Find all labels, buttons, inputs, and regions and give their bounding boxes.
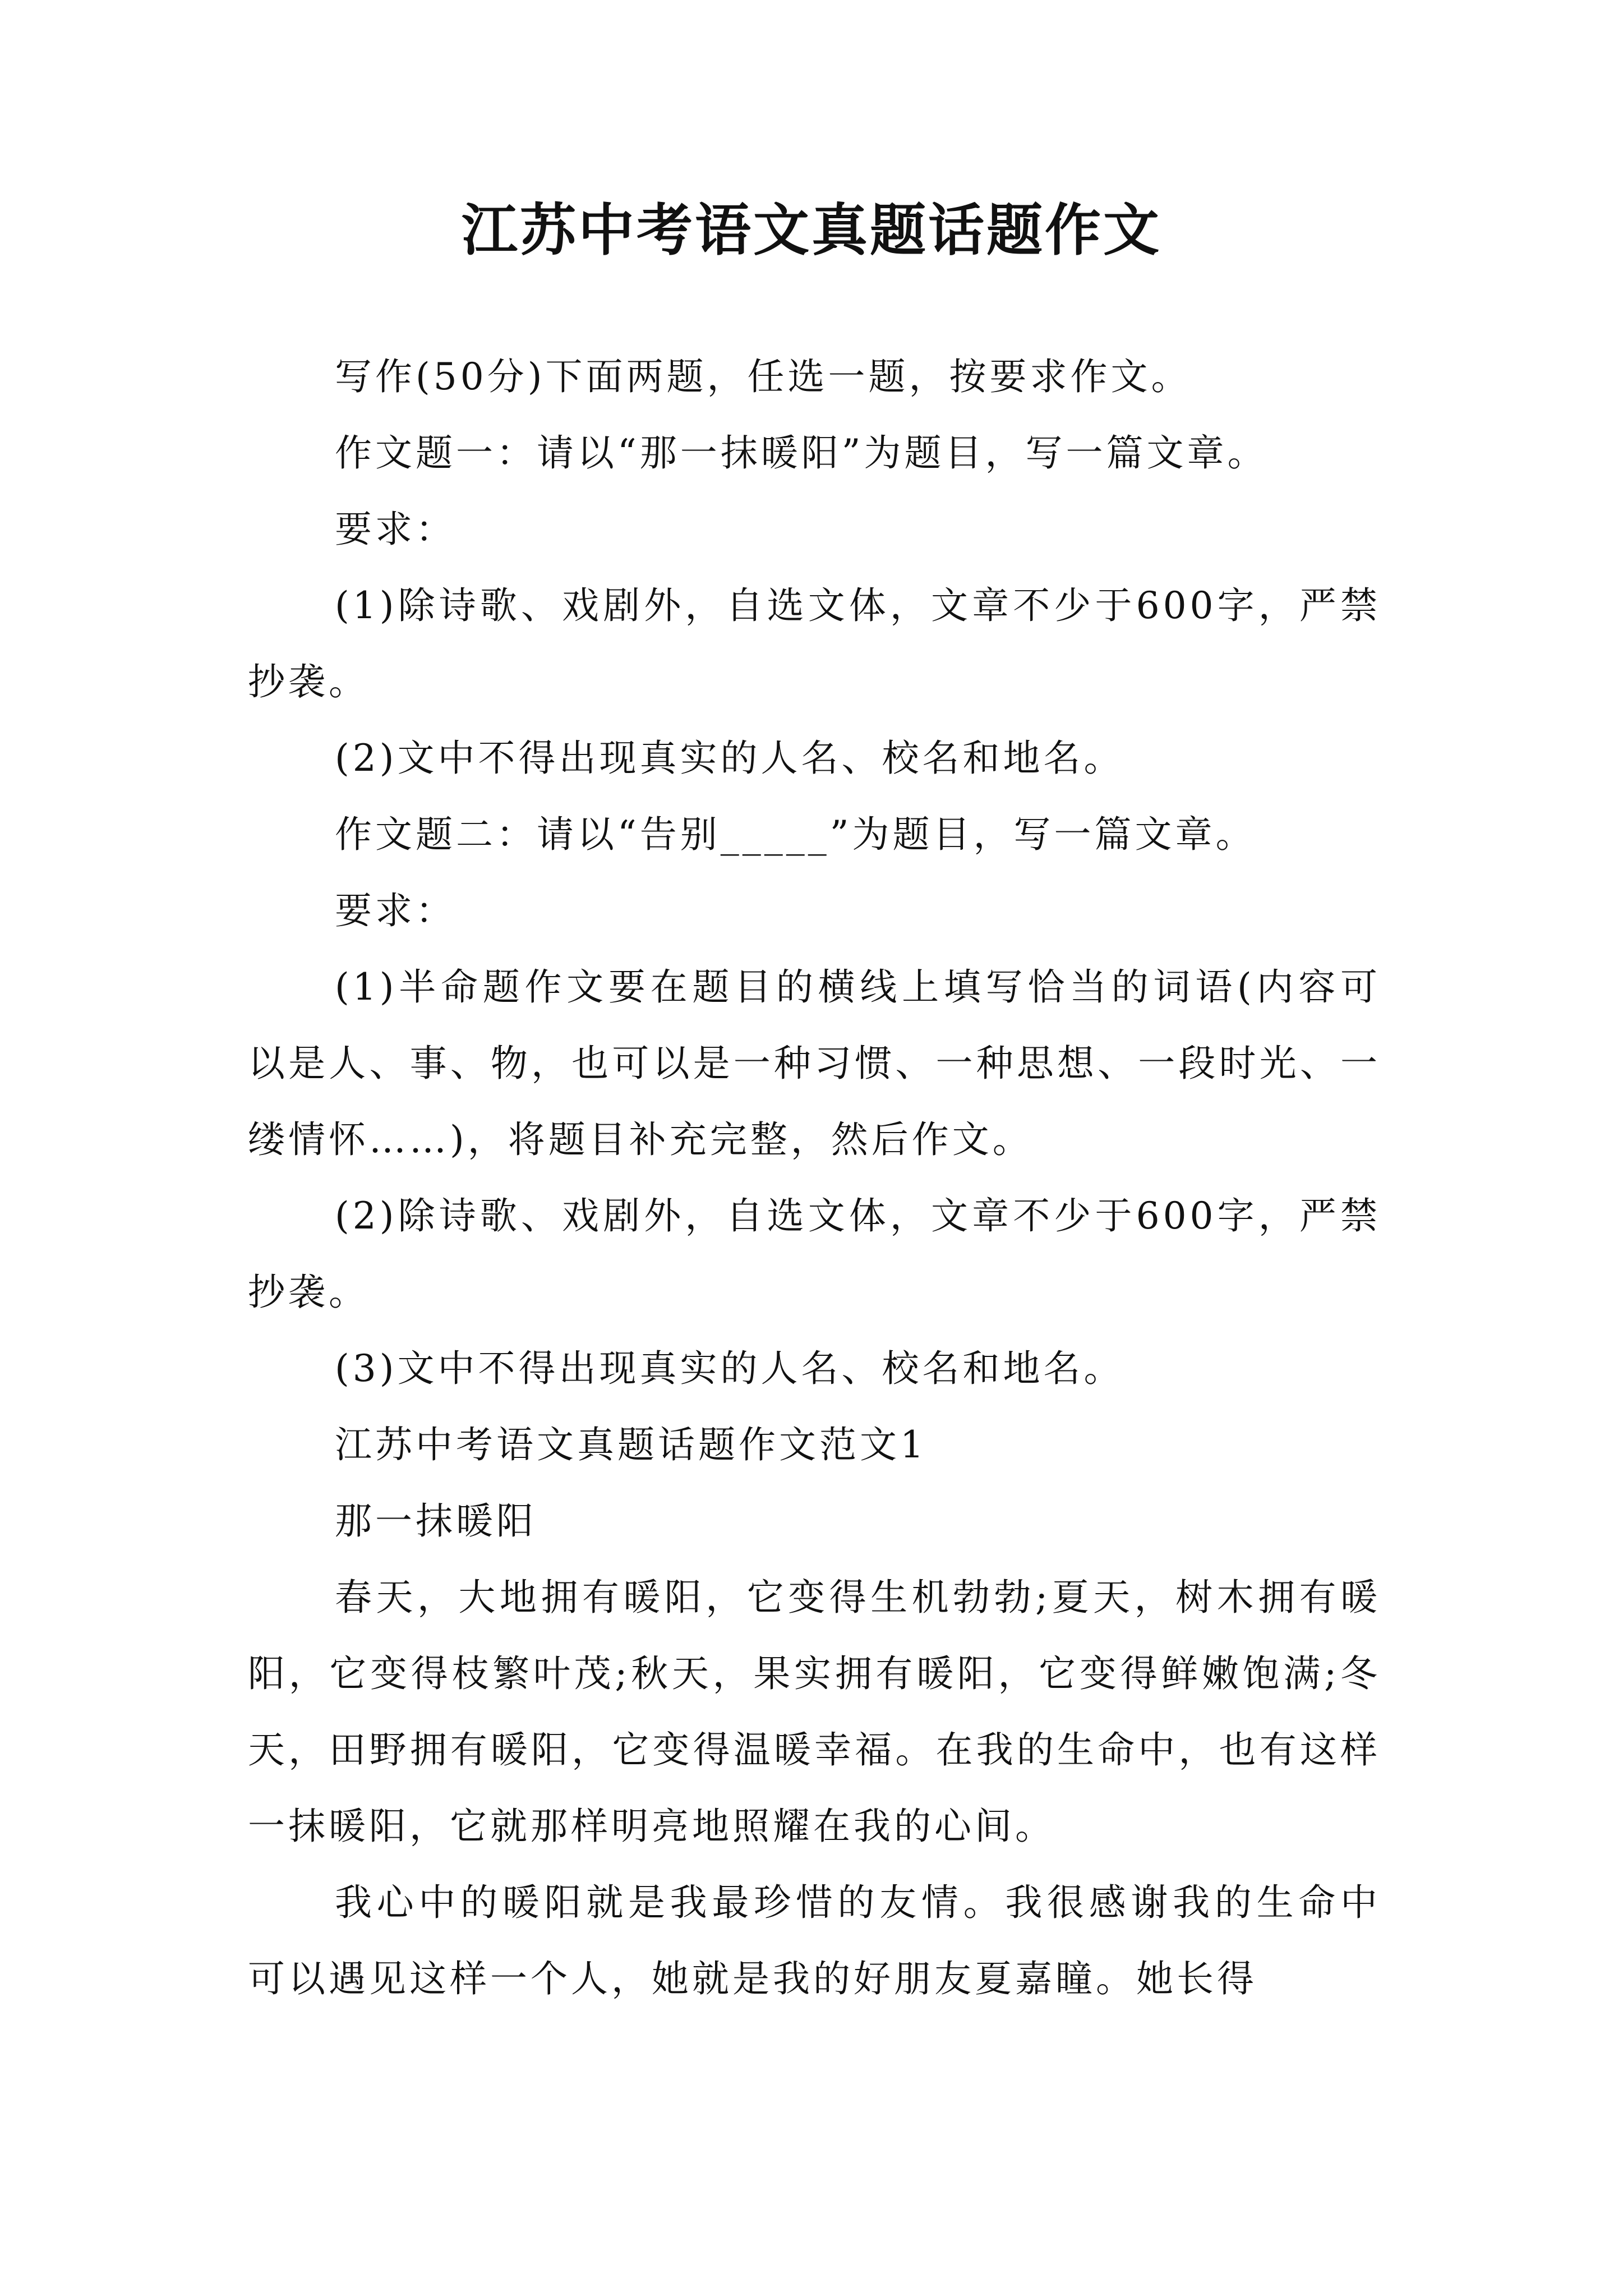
paragraph-topic-two: 作文题二：请以“告别_____”为题目，写一篇文章。 [335, 813, 1256, 856]
document-body [248, 339, 1381, 2017]
paragraph-writing-instructions: 写作(50分)下面两题，任选一题，按要求作文。 [335, 355, 1192, 398]
paragraph-sample-body-2: 我心中的暖阳就是我最珍惜的友情。我很感谢我的生命中可以遇见这样一个人，她就是我的好朋友夏嘉瞳。她长得 [248, 1881, 1381, 2000]
paragraph-topic-one: 作文题一：请以“那一抹暖阳”为题目，写一篇文章。 [335, 431, 1268, 475]
document-title: 江苏中考语文真题话题作文 [462, 197, 1161, 263]
paragraph-requirement-2-2: (2)除诗歌、戏剧外，自选文体，文章不少于600字，严禁抄袭。 [248, 1194, 1381, 1314]
paragraph-requirements-heading-2: 要求： [335, 889, 456, 932]
paragraph-requirement-2: (2)文中不得出现真实的人名、校名和地名。 [335, 737, 1124, 780]
paragraph-requirements-heading: 要求： [335, 508, 456, 551]
paragraph-sample-body-1: 春天，大地拥有暖阳，它变得生机勃勃;夏天，树木拥有暖阳，它变得枝繁叶茂;秋天，果实拥有暖阳，它变得鲜嫩饱满;冬天，田野拥有暖阳，它变得温暖幸福。在我的生命中，也有这样一抹暖阳，它就那样明亮地照耀在我的心间。 [248, 1576, 1381, 1848]
paragraph-sample-heading: 江苏中考语文真题话题作文范文1 [335, 1423, 927, 1466]
paragraph-requirement-2-3: (3)文中不得出现真实的人名、校名和地名。 [335, 1347, 1124, 1390]
paragraph-sample-title: 那一抹暖阳 [335, 1499, 537, 1543]
paragraph-requirement-2-1: (1)半命题作文要在题目的横线上填写恰当的词语(内容可以是人、事、物，也可以是一种习惯、一种思想、一段时光、一缕情怀……)，将题目补充完整，然后作文。 [248, 965, 1381, 1161]
paragraph-requirement-1: (1)除诗歌、戏剧外，自选文体，文章不少于600字，严禁抄袭。 [248, 584, 1381, 703]
